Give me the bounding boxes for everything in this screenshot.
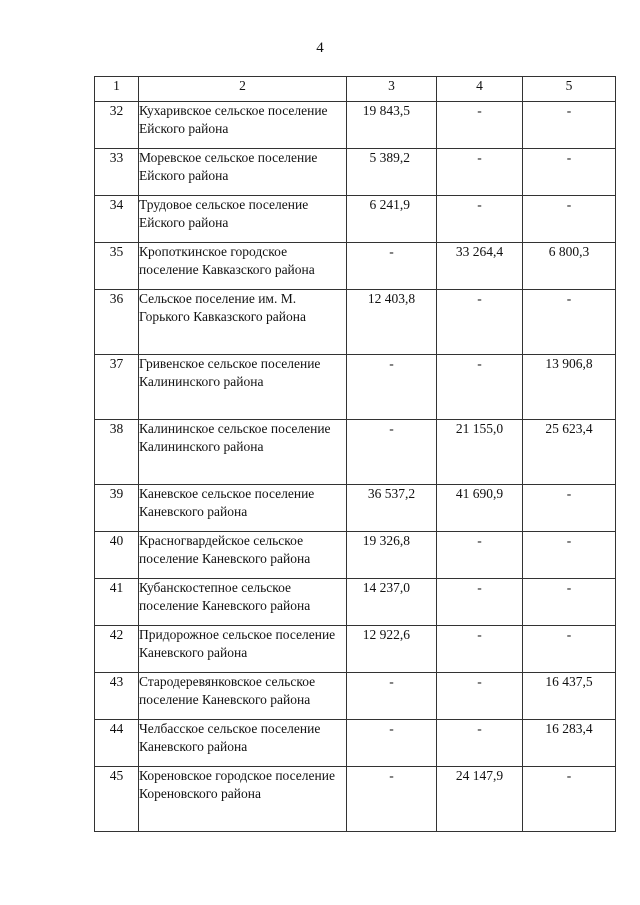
row-number: 44	[95, 720, 139, 767]
settlement-name: Кухаривское сельское поселение Ейского района	[139, 102, 347, 149]
table-row	[95, 532, 616, 579]
table-row	[95, 579, 616, 626]
value-col-4: -	[437, 290, 523, 355]
value-col-4: -	[437, 196, 523, 243]
value-col-4: -	[437, 626, 523, 673]
value-col-3: -	[347, 420, 437, 485]
value-col-3: 36 537,2	[347, 485, 437, 532]
value-col-4: -	[437, 720, 523, 767]
value-col-5: -	[523, 532, 616, 579]
value-col-3: 5 389,2	[347, 149, 437, 196]
header-col-3: 3	[347, 77, 437, 102]
header-col-2: 2	[139, 77, 347, 102]
row-number: 41	[95, 579, 139, 626]
header-col-1: 1	[95, 77, 139, 102]
value-col-5: 16 283,4	[523, 720, 616, 767]
value-col-4: -	[437, 102, 523, 149]
value-col-5: -	[523, 102, 616, 149]
value-col-4: -	[437, 532, 523, 579]
value-col-4: 24 147,9	[437, 767, 523, 832]
value-col-3: -	[347, 355, 437, 420]
table-row	[95, 420, 616, 485]
settlement-name: Придорожное сельское поселение Каневского района	[139, 626, 347, 673]
value-col-4: 33 264,4	[437, 243, 523, 290]
table-row	[95, 196, 616, 243]
value-col-4: -	[437, 355, 523, 420]
table-row	[95, 355, 616, 420]
header-col-4: 4	[437, 77, 523, 102]
value-col-5: -	[523, 290, 616, 355]
value-col-5: -	[523, 626, 616, 673]
value-col-5: 25 623,4	[523, 420, 616, 485]
allocation-table	[94, 76, 616, 832]
value-col-4: -	[437, 673, 523, 720]
value-col-3: 12 403,8	[347, 290, 437, 355]
row-number: 39	[95, 485, 139, 532]
table-row	[95, 102, 616, 149]
table-row	[95, 626, 616, 673]
value-col-4: 41 690,9	[437, 485, 523, 532]
settlement-name: Каневское сельское поселение Каневского района	[139, 485, 347, 532]
value-col-5: -	[523, 767, 616, 832]
table-row	[95, 673, 616, 720]
row-number: 43	[95, 673, 139, 720]
row-number: 34	[95, 196, 139, 243]
value-col-4: -	[437, 579, 523, 626]
row-number: 37	[95, 355, 139, 420]
page-number: 4	[316, 40, 324, 56]
row-number: 40	[95, 532, 139, 579]
value-col-3: 6 241,9	[347, 196, 437, 243]
value-col-5: -	[523, 149, 616, 196]
value-col-5: 16 437,5	[523, 673, 616, 720]
value-col-3: -	[347, 673, 437, 720]
table-row	[95, 720, 616, 767]
table-row	[95, 767, 616, 832]
row-number: 36	[95, 290, 139, 355]
value-col-3: 12 922,6	[347, 626, 437, 673]
value-col-3: -	[347, 243, 437, 290]
settlement-name: Калининское сельское поселение Калининского района	[139, 420, 347, 485]
settlement-name: Трудовое сельское поселение Ейского района	[139, 196, 347, 243]
settlement-name: Кропоткинское городское поселение Кавказского района	[139, 243, 347, 290]
settlement-name: Гривенское сельское поселение Калининского района	[139, 355, 347, 420]
value-col-3: -	[347, 720, 437, 767]
value-col-5: -	[523, 579, 616, 626]
value-col-5: 6 800,3	[523, 243, 616, 290]
value-col-5: 13 906,8	[523, 355, 616, 420]
table-header-row	[95, 77, 616, 102]
row-number: 35	[95, 243, 139, 290]
settlement-name: Моревское сельское поселение Ейского района	[139, 149, 347, 196]
settlement-name: Челбасское сельское поселение Каневского района	[139, 720, 347, 767]
settlement-name: Кубанскостепное сельское поселение Каневского района	[139, 579, 347, 626]
header-col-5: 5	[523, 77, 616, 102]
table-row	[95, 149, 616, 196]
settlement-name: Красногвардейское сельское поселение Каневского района	[139, 532, 347, 579]
value-col-3: -	[347, 767, 437, 832]
settlement-name: Стародеревянковское сельское поселение Каневского района	[139, 673, 347, 720]
table-row	[95, 243, 616, 290]
value-col-3: 19 326,8	[347, 532, 437, 579]
value-col-4: -	[437, 149, 523, 196]
settlement-name: Кореновское городское поселение Кореновского района	[139, 767, 347, 832]
value-col-5: -	[523, 485, 616, 532]
value-col-3: 19 843,5	[347, 102, 437, 149]
value-col-4: 21 155,0	[437, 420, 523, 485]
row-number: 33	[95, 149, 139, 196]
settlement-name: Сельское поселение им. М. Горького Кавказского района	[139, 290, 347, 355]
table-row	[95, 485, 616, 532]
value-col-3: 14 237,0	[347, 579, 437, 626]
table-row	[95, 290, 616, 355]
row-number: 32	[95, 102, 139, 149]
row-number: 42	[95, 626, 139, 673]
row-number: 45	[95, 767, 139, 832]
row-number: 38	[95, 420, 139, 485]
value-col-5: -	[523, 196, 616, 243]
